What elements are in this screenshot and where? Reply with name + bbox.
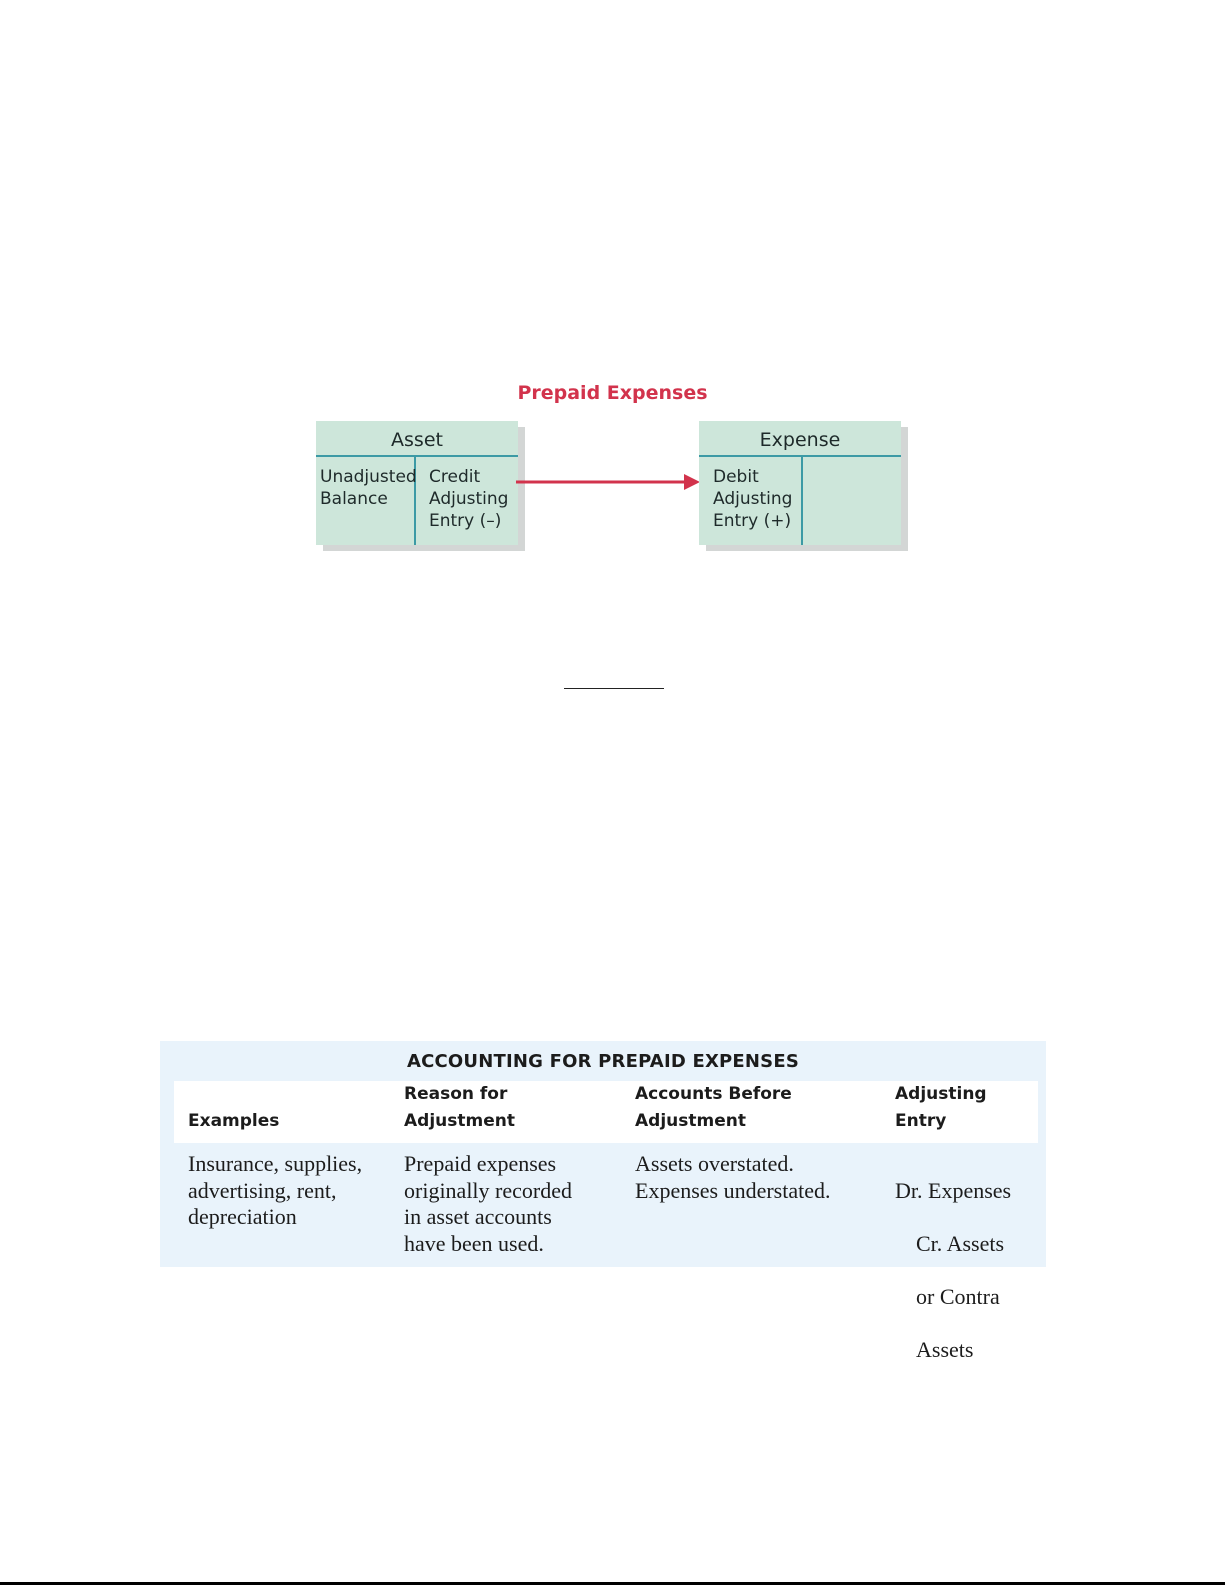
entry-credit-line-3: Assets [916, 1336, 974, 1362]
expense-left-side-text: Debit Adjusting Entry (+) [713, 467, 793, 531]
expense-account-heading: Expense [699, 421, 901, 457]
cell-adjusting-entry [895, 1151, 1011, 1390]
arrow-head [684, 474, 700, 490]
summary-table-header [174, 1081, 1038, 1143]
entry-debit-line: Dr. Expenses [895, 1177, 1012, 1203]
summary-table-title: ACCOUNTING FOR PREPAID EXPENSES [406, 1051, 799, 1072]
header-accounts-before: Accounts Before Adjustment [635, 1084, 792, 1131]
cell-accounts-before: Assets overstated. Expenses understated. [635, 1151, 831, 1203]
asset-t-account [316, 421, 518, 545]
summary-table [160, 1041, 1046, 1362]
cell-examples: Insurance, supplies, advertising, rent, depreciation [188, 1151, 363, 1229]
entry-credit-line-1: Cr. Assets [916, 1230, 1005, 1256]
expense-account-divider [801, 457, 803, 545]
asset-right-side-text: Credit Adjusting Entry (–) [429, 467, 509, 531]
expense-t-account [699, 421, 901, 545]
header-reason: Reason for Adjustment [404, 1084, 515, 1131]
header-examples: Examples [188, 1111, 280, 1131]
right-arrow-icon [516, 472, 702, 492]
asset-account-heading: Asset [316, 421, 518, 457]
header-adjusting-entry: Adjusting Entry [895, 1084, 987, 1131]
asset-left-side-text: Unadjusted Balance [320, 467, 417, 509]
entry-credit-line-2: or Contra [916, 1283, 1000, 1309]
diagram-title: Prepaid Expenses [517, 382, 708, 404]
cell-reason: Prepaid expenses originally recorded in asset accounts have been used. [404, 1151, 572, 1256]
section-separator [564, 688, 664, 689]
